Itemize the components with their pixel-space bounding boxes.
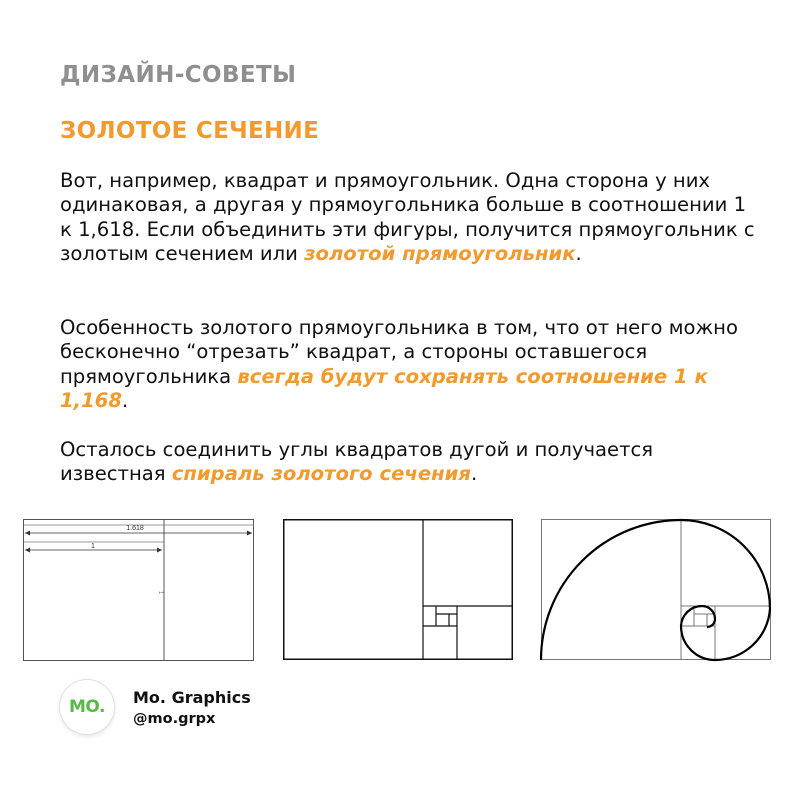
paragraph-property-text: Особенность золотого прямоугольника в том, что от него можно бесконечно “отрезать” квадрат, а стороны оставшегося прямоугольника — [60, 316, 738, 388]
brand-handle[interactable]: @mo.grpx — [133, 711, 216, 727]
paragraph-intro — [60, 169, 760, 266]
dimension-arrow-left-outer — [25, 531, 30, 536]
paragraph-property — [60, 316, 760, 413]
highlight-spiral: спираль золотого сечения — [171, 462, 471, 486]
dimension-arrow-right-inner — [157, 548, 162, 553]
dimension-arrow-right-outer — [247, 531, 252, 536]
paragraph-spiral — [60, 438, 760, 487]
golden-rectangle-dimensions-diagram — [23, 519, 255, 662]
highlight-golden-rectangle: золотой прямоугольник — [304, 241, 576, 265]
outer-rectangle — [24, 520, 254, 661]
paragraph-intro-text: Вот, например, квадрат и прямоугольник. Одна сторона у них одинаковая, а другая у прямоугольника больше в соотношении 1 к 1,618. Если объединить эти фигуры, получится прямоугольник с золотым сечением или — [60, 169, 755, 265]
dimension-label-inner: 1 — [91, 543, 95, 550]
subdivision-lines — [423, 519, 513, 660]
paragraph-intro-tail: . — [575, 241, 582, 265]
dimension-arrow-left-inner — [25, 548, 30, 553]
paragraph-property-tail: . — [121, 388, 129, 412]
paragraph-spiral-tail: . — [470, 462, 478, 486]
brand-logo-text: MO. — [69, 697, 105, 717]
subdivision-outer-rectangle — [284, 520, 513, 660]
highlight-ratio: всегда будут сохранять соотношение 1 к 1,168 — [60, 364, 708, 412]
dimension-label-side: 1 — [157, 591, 163, 595]
golden-rectangle-subdivision-diagram — [283, 519, 513, 660]
page-title: ЗОЛОТОЕ СЕЧЕНИЕ — [60, 118, 320, 144]
paragraph-spiral-text: Осталось соединить углы квадратов дугой и получается известная — [60, 438, 654, 486]
golden-spiral-diagram — [541, 519, 771, 660]
dimension-label-outer: 1.618 — [126, 525, 144, 532]
kicker-heading: ДИЗАЙН-СОВЕТЫ — [60, 62, 297, 88]
golden-spiral-curve — [541, 520, 770, 660]
brand-logo[interactable] — [60, 680, 114, 734]
brand-name[interactable]: Mo. Graphics — [133, 688, 251, 707]
